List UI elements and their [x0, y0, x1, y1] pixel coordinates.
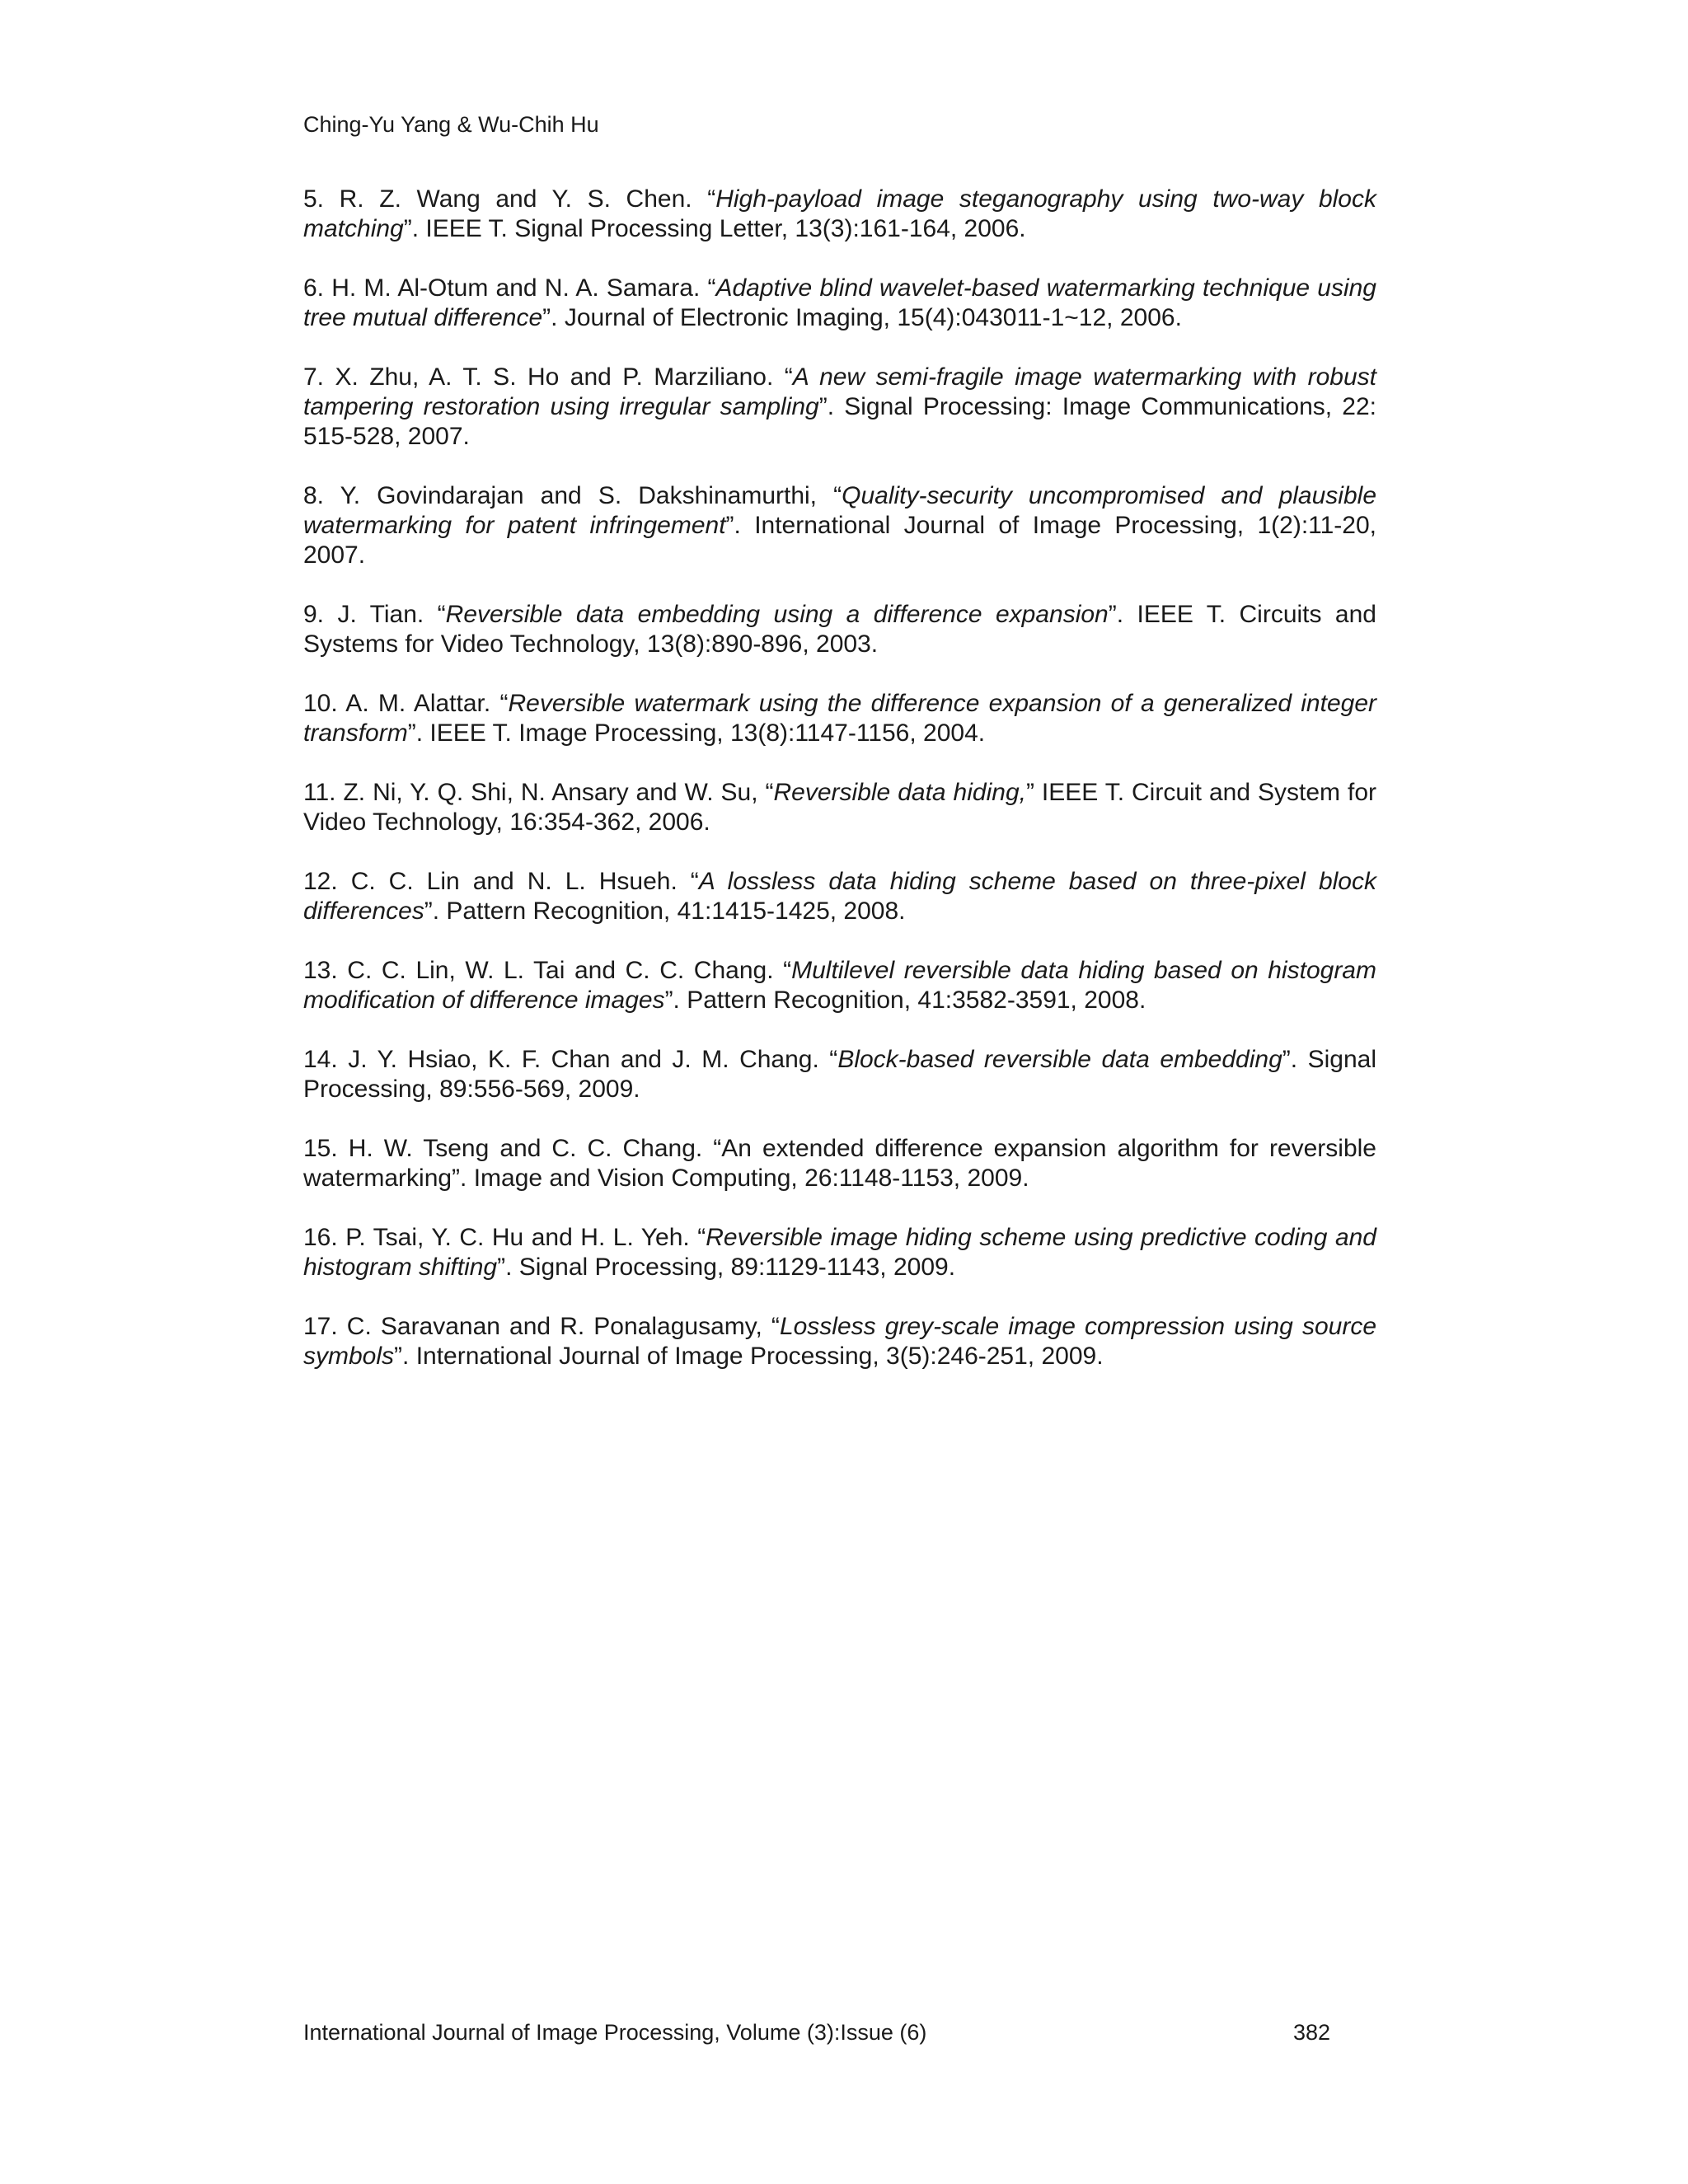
- reference-title: Lossless grey-scale image compression using source symbols: [303, 1313, 1376, 1370]
- reference-suffix: ” IEEE T. Circuit and System for Video Technology, 16:354-362, 2006.: [303, 779, 1376, 836]
- reference-prefix: 11. Z. Ni, Y. Q. Shi, N. Ansary and W. Su, “: [303, 779, 774, 806]
- reference-5: [303, 185, 1376, 244]
- reference-title: Adaptive blind wavelet-based watermarking technique using tree mutual difference: [303, 274, 1376, 331]
- reference-17: [303, 1312, 1376, 1371]
- reference-prefix: 5. R. Z. Wang and Y. S. Chen. “: [303, 185, 716, 213]
- page-number: 382: [1292, 2020, 1330, 2045]
- reference-suffix: ”. Signal Processing, 89:1129-1143, 2009.: [497, 1254, 956, 1281]
- running-footer: [303, 2018, 1330, 2046]
- reference-prefix: 7. X. Zhu, A. T. S. Ho and P. Marziliano. “: [303, 363, 793, 391]
- reference-suffix: ”. IEEE T. Signal Processing Letter, 13(3):161-164, 2006.: [403, 215, 1026, 242]
- reference-14: [303, 1045, 1376, 1104]
- reference-10: [303, 689, 1376, 748]
- reference-suffix: ”. International Journal of Image Processing, 1(2):11-20, 2007.: [303, 512, 1376, 569]
- reference-suffix: ”. IEEE T. Circuits and Systems for Video Technology, 13(8):890-896, 2003.: [303, 601, 1376, 658]
- reference-suffix: ”. Pattern Recognition, 41:1415-1425, 2008.: [424, 898, 906, 925]
- running-header: [303, 110, 599, 138]
- reference-6: [303, 274, 1376, 333]
- reference-prefix: 14. J. Y. Hsiao, K. F. Chan and J. M. Chang. “: [303, 1046, 838, 1073]
- reference-suffix: ”. Signal Processing, 89:556-569, 2009.: [303, 1046, 1376, 1103]
- reference-suffix: ”. Signal Processing: Image Communications, 22: 515-528, 2007.: [303, 393, 1376, 450]
- reference-prefix: 17. C. Saravanan and R. Ponalagusamy, “: [303, 1313, 780, 1340]
- reference-prefix: 16. P. Tsai, Y. C. Hu and H. L. Yeh. “: [303, 1224, 706, 1251]
- reference-suffix: ”. Pattern Recognition, 41:3582-3591, 2008.: [664, 987, 1146, 1014]
- reference-16: [303, 1223, 1376, 1282]
- reference-text: 15. H. W. Tseng and C. C. Chang. “An extended difference expansion algorithm for reversible watermarking”. Image and Vision Computing, 26:1148-1153, 2009.: [303, 1135, 1376, 1192]
- reference-11: [303, 778, 1376, 837]
- reference-7: [303, 363, 1376, 452]
- reference-15: [303, 1134, 1376, 1193]
- reference-title: High-payload image steganography using two-way block matching: [303, 185, 1376, 242]
- header-authors: Ching-Yu Yang & Wu-Chih Hu: [303, 112, 599, 137]
- reference-12: [303, 867, 1376, 926]
- reference-list: [303, 185, 1376, 1401]
- reference-title: Reversible data embedding using a difference expansion: [445, 601, 1109, 628]
- reference-title: Reversible watermark using the difference expansion of a generalized integer transform: [303, 690, 1376, 747]
- reference-9: [303, 600, 1376, 659]
- footer-journal: International Journal of Image Processing, Volume (3):Issue (6): [303, 2020, 927, 2045]
- reference-title: Reversible image hiding scheme using predictive coding and histogram shifting: [303, 1224, 1376, 1281]
- reference-prefix: 10. A. M. Alattar. “: [303, 690, 509, 717]
- reference-8: [303, 481, 1376, 570]
- reference-title: Reversible data hiding,: [773, 779, 1026, 806]
- reference-13: [303, 956, 1376, 1015]
- reference-title: Quality-security uncompromised and plausible watermarking for patent infringement: [303, 482, 1377, 539]
- reference-title: Block-based reversible data embedding: [837, 1046, 1282, 1073]
- reference-title: A lossless data hiding scheme based on three-pixel block differences: [303, 868, 1376, 925]
- reference-prefix: 8. Y. Govindarajan and S. Dakshinamurthi, “: [303, 482, 842, 509]
- reference-prefix: 6. H. M. Al-Otum and N. A. Samara. “: [303, 274, 716, 302]
- reference-suffix: ”. International Journal of Image Processing, 3(5):246-251, 2009.: [394, 1343, 1104, 1370]
- reference-prefix: 9. J. Tian. “: [303, 601, 446, 628]
- reference-title: A new semi-fragile image watermarking with robust tampering restoration using irregular sampling: [303, 363, 1376, 420]
- reference-title: Multilevel reversible data hiding based on histogram modification of difference images: [303, 957, 1376, 1014]
- reference-suffix: ”. Journal of Electronic Imaging, 15(4):043011-1~12, 2006.: [542, 304, 1182, 331]
- reference-prefix: 13. C. C. Lin, W. L. Tai and C. C. Chang. “: [303, 957, 792, 984]
- reference-prefix: 12. C. C. Lin and N. L. Hsueh. “: [303, 868, 699, 895]
- reference-suffix: ”. IEEE T. Image Processing, 13(8):1147-1156, 2004.: [407, 719, 986, 747]
